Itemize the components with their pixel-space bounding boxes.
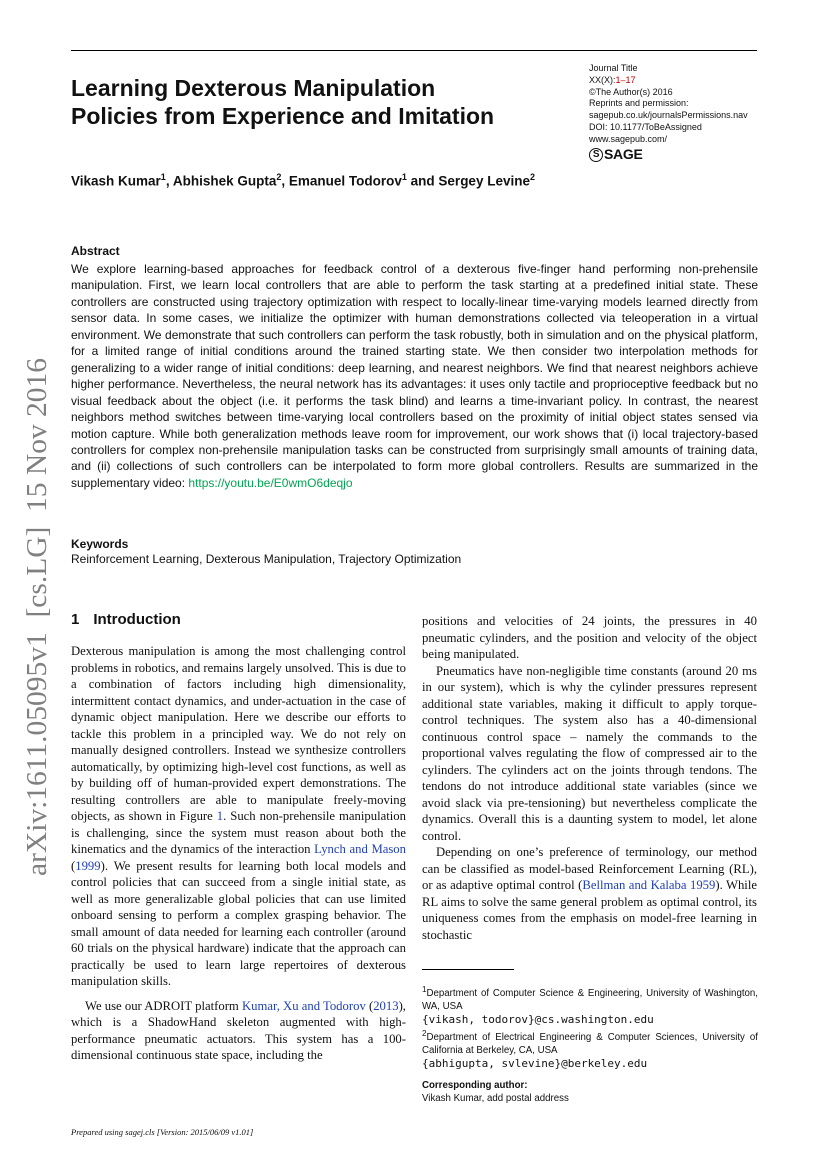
section-heading [71, 611, 181, 628]
copyright-line: ©The Author(s) 2016 [589, 86, 673, 97]
citation-link[interactable]: 1999 [75, 858, 101, 873]
author-separator: , [281, 173, 289, 189]
text-run: Dexterous manipulation is among the most challenging control problems in robotics, and remains largely unsolved. This is due to a combination of factors including high dimensionality, intermittent contact dynamics, and under-actuation in the case of dynamic object manipulation. Here we describe our efforts to tackle this problem in a principled way. We do not rely on manually designed controllers. Instead we synthesize controllers automatically, by optimizing high-level cost functions, as well as by building off of human-provided expert demonstrations. The resulting controllers are able to manipulate freely-moving objects, as shown in Figure [71, 644, 406, 823]
sage-logo-text: SAGE [604, 145, 643, 162]
citation-link[interactable]: Lynch and Mason [314, 842, 406, 856]
corresponding-author-text: Vikash Kumar, add postal address [422, 1093, 569, 1105]
text-run: ( [365, 998, 374, 1013]
footnote-rule [422, 969, 514, 970]
abstract-heading: Abstract [71, 244, 120, 258]
right-column [422, 613, 757, 943]
reprints-label: Reprints and permission: [589, 98, 689, 109]
affiliation-1 [422, 983, 758, 1013]
sagepub-url: www.sagepub.com/ [589, 133, 668, 144]
affiliation-marker: 2 [529, 172, 535, 182]
journal-volume [589, 75, 769, 87]
author-list [71, 172, 535, 189]
sage-logo-icon: S [589, 148, 603, 162]
text-run: . Such non-prehensile manipulation is challenging, since the system must reason about both the kinematics and the dynamics of the interaction [71, 809, 406, 856]
title-line-1: Learning Dexterous Manipulation [71, 75, 436, 101]
affiliation-2 [422, 1027, 758, 1057]
keywords-heading: Keywords [71, 537, 129, 551]
text-run: positions and velocities of 24 joints, the pressures in 40 pneumatic cylinders, and the position and velocity of the object being manipulated. [422, 614, 757, 661]
journal-title: Journal Title [589, 63, 638, 73]
author-separator: , [165, 173, 173, 189]
author-name: Emanuel Todorov [288, 173, 402, 189]
text-run: ). We present results for learning both local models and control policies that can succeed from a single initial state, as well as more generalizable global policies that can use limited onboard sensing to perform a complex grasping behavior. The small amount of data needed for learning each controller (around 60 trials on the physical hardware) indicate that the approach can practically be used to learn large repertoires of dexterous manipulation skills. [71, 858, 406, 988]
section-title: Introduction [93, 611, 181, 628]
abstract-body [71, 261, 758, 491]
paragraph [422, 844, 757, 943]
sage-logo [589, 145, 769, 162]
text-run: ), which is a ShadowHand skeleton augmented with high-performance pneumatic actuators. This system has a 100-dimensional continuous state space, including the [71, 998, 406, 1062]
video-link[interactable]: https://youtu.be/E0wmO6deqjo [188, 475, 353, 490]
page-footer: Prepared using sagej.cls [Version: 2015/06/09 v1.01] [71, 1127, 254, 1137]
section-number: 1 [71, 611, 80, 628]
text-run: Pneumatics have non-negligible time constants (around 20 ms in our system), which is why the cylinder pressures represent additional state variables, making it difficult to apply torque-control techniques. The system also has a 40-dimensional continuous control space – namely the commands to the proportional valves regulating the flow of compressed air to the cylinders. The cylinders act on the joints through tendons. The tendons do not introduce additional state variables (since we avoid slack via pre-tensioning) but nevertheless complicate the dynamics. Overall this is a daunting system to model, let alone control. [422, 663, 757, 843]
affiliation-marker: 1 [401, 172, 407, 182]
text-run: Depending on one’s preference of terminology, our method can be classified as model-based Reinforcement Learning (RL), or as adaptive optimal control ( [422, 845, 757, 892]
email-1: {vikash, todorov}@cs.washington.edu [422, 1013, 654, 1027]
permissions-url: sagepub.co.uk/journalsPermissions.nav [589, 110, 748, 121]
citation-link[interactable]: 2013 [373, 998, 399, 1013]
email-2: {abhigupta, svlevine}@berkeley.edu [422, 1057, 648, 1071]
citation-link[interactable]: Kumar, Xu and Todorov [241, 998, 366, 1013]
paper-title [71, 74, 571, 130]
text-run: ( [71, 858, 76, 873]
text-run: We use our ADROIT platform [85, 998, 242, 1013]
journal-pages-link[interactable]: 1–17 [615, 74, 636, 85]
corresponding-author [422, 1079, 758, 1105]
arxiv-stamp [6, 356, 54, 876]
affiliation-marker: 1 [160, 172, 166, 182]
corresponding-author-heading: Corresponding author: [422, 1080, 528, 1092]
author-separator: and [406, 173, 439, 189]
paragraph [422, 613, 757, 663]
text-run: ). While RL aims to solve the same general problem as optimal control, its uniqueness comes from the emphasis on model-free learning in stochastic [422, 878, 757, 942]
paragraph [422, 663, 757, 845]
affiliation-1-text: Department of Computer Science & Engineering, University of Washington, WA, USA [422, 988, 758, 1013]
doi-line: DOI: 10.1177/ToBeAssigned [589, 121, 702, 132]
journal-info [589, 63, 769, 162]
author-name: Vikash Kumar [71, 173, 161, 189]
affiliation-marker: 2 [276, 172, 282, 182]
citation-link[interactable]: 1 [216, 809, 224, 823]
footnote-mark-1: 1 [422, 985, 427, 994]
top-rule [71, 50, 757, 51]
footnote-mark-2: 2 [422, 1029, 427, 1039]
arxiv-stamp-text: arXiv:1611.05095v1 [cs.LG] 15 Nov 2016 [22, 383, 53, 876]
keywords-list: Reinforcement Learning, Dexterous Manipulation, Trajectory Optimization [71, 552, 462, 566]
left-column [71, 643, 406, 1064]
paragraph [71, 998, 406, 1064]
citation-link[interactable]: Bellman and Kalaba 1959 [582, 878, 716, 892]
title-line-2: Policies from Experience and Imitation [71, 103, 495, 129]
journal-volume-label: XX(X): [589, 74, 616, 85]
author-name: Abhishek Gupta [172, 173, 277, 189]
paragraph [71, 643, 406, 990]
abstract-text: We explore learning-based approaches for feedback control of a dexterous five-finger hand performing non-prehensile manipulation. First, we learn local controllers that are able to perform the task starting at a predefined initial state. These controllers are constructed using trajectory optimization with respect to locally-linear time-varying models learned directly from sensor data. In some cases, we initialize the optimizer with human demonstrations collected via teleoperation in a virtual environment. We demonstrate that such controllers can perform the task robustly, both in simulation and on the physical platform, for a limited range of initial conditions around the trained starting state. We then consider two interpolation methods for generalizing to a wider range of initial conditions: deep learning, and nearest neighbors. We find that nearest neighbors achieve higher performance. Nevertheless, the neural network has its advantages: it uses only tactile and proprioceptive feedback but no visual feedback about the object (i.e. it performs the task blind) and learns a time-invariant policy. In contrast, the nearest neighbors method switches between time-varying local controllers based on the proximity of initial object states sensed via motion capture. While both generalization methods leave room for improvement, our work shows that (i) local trajectory-based controllers for complex non-prehensile manipulation tasks can be constructed from surprisingly small amounts of training data, and (ii) collections of such controllers can be interpolated to form more global controllers. Results are summarized in the supplementary video: [71, 262, 758, 490]
affiliation-2-text: Department of Electrical Engineering & Computer Sciences, University of California at Berkeley, CA, USA [422, 1032, 758, 1057]
footnotes [422, 983, 758, 1105]
author-name: Sergey Levine [438, 173, 530, 189]
